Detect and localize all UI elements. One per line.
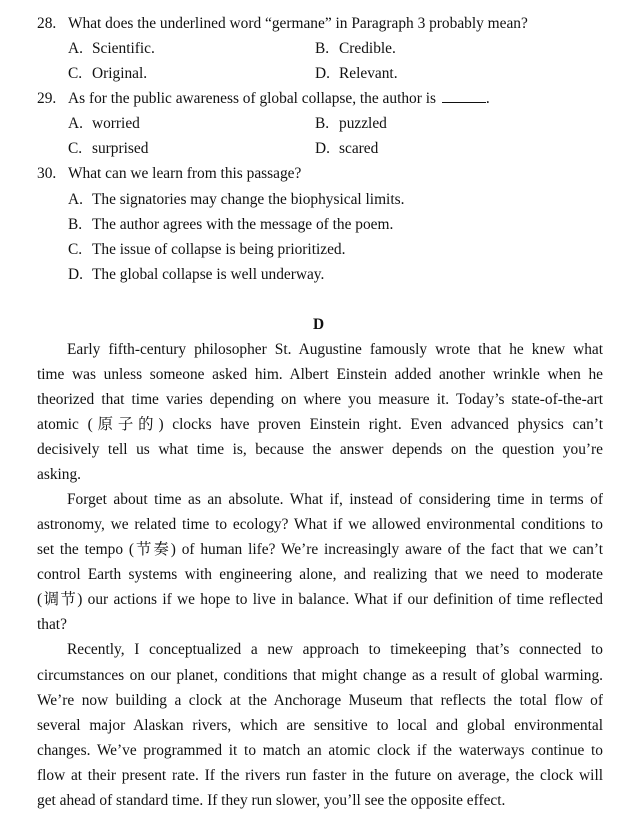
option-letter: A. (68, 191, 83, 208)
paragraph-line: Recently, I conceptualized a new approach to timekeeping that’s connected to (67, 641, 603, 658)
paragraph-line: We’re now building a clock at the Anchorage Museum that reflects the total flow of (37, 692, 603, 709)
option-text: The author agrees with the message of the poem. (92, 216, 394, 233)
option-letter: D. (315, 65, 330, 82)
paragraph-line: decisively tell us what time is, because the answer depends on the question you’re (37, 441, 603, 458)
option-text: The issue of collapse is being prioritized. (92, 241, 346, 258)
paragraph-line: (调节) our actions if we hope to live in balance. What if our definition of time reflected (37, 591, 603, 608)
option-letter: C. (68, 65, 83, 82)
question-stem: What does the underlined word “germane” in Paragraph 3 probably mean? (68, 15, 528, 32)
option-letter: B. (68, 216, 83, 233)
option-a (68, 111, 140, 136)
paragraph-line: several major Alaskan rivers, which are sensitive to local and global environmental (37, 717, 603, 734)
section-heading: D (312, 316, 325, 333)
option-letter: C. (68, 241, 83, 258)
option-c (68, 61, 147, 86)
option-d (315, 61, 398, 86)
paragraph-line: atomic (原子的) clocks have proven Einstein right. Even advanced physics can’t (37, 416, 603, 433)
option-text: The signatories may change the biophysical limits. (92, 191, 405, 208)
paragraph-line: that? (37, 616, 67, 633)
paragraph-line: get ahead of standard time. If they run slower, you’ll see the opposite effect. (37, 792, 506, 809)
option-c (68, 136, 148, 161)
option-letter: B. (315, 40, 330, 57)
option-text: Credible. (339, 40, 396, 57)
option-b (315, 111, 387, 136)
paragraph-line: changes. We’ve programmed it to match an atomic clock if the waterways continue to (37, 742, 603, 759)
option-text: The global collapse is well underway. (92, 266, 325, 283)
paragraph-line: flow at their present rate. If the rivers run faster in the future on average, the clock will (37, 767, 603, 784)
option-b (315, 36, 396, 61)
paragraph-line: astronomy, we related time to ecology? What if we allowed environmental conditions to (37, 516, 603, 533)
question-stem: As for the public awareness of global collapse, the author is (68, 90, 436, 107)
question-number: 29. (37, 90, 57, 107)
paragraph-line: Forget about time as an absolute. What if, instead of considering time in terms of (67, 491, 603, 508)
option-text: surprised (92, 140, 149, 157)
question-stem-line (68, 86, 490, 111)
option-a (68, 187, 404, 212)
option-text: Original. (92, 65, 148, 82)
option-text: Scientific. (92, 40, 155, 57)
question-stem: What can we learn from this passage? (68, 165, 302, 182)
option-text: worried (92, 115, 140, 132)
option-c (68, 237, 345, 262)
option-letter: C. (68, 140, 83, 157)
option-a (68, 36, 155, 61)
option-letter: A. (68, 40, 83, 57)
option-d (68, 262, 324, 287)
option-letter: B. (315, 115, 330, 132)
paragraph-line: theorized that time varies depending on where you measure it. Today’s state-of-the-art (37, 391, 603, 408)
answer-blank (442, 90, 486, 103)
stem-suffix: . (485, 90, 490, 107)
option-letter: A. (68, 115, 83, 132)
option-text: Relevant. (339, 65, 398, 82)
option-b (68, 212, 393, 237)
option-letter: D. (68, 266, 83, 283)
option-text: puzzled (339, 115, 387, 132)
paragraph-line: circumstances on our planet, conditions that might change as a result of global warming. (37, 667, 603, 684)
option-d (315, 136, 378, 161)
paragraph-line: Early fifth-century philosopher St. Augustine famously wrote that he knew what (67, 341, 603, 358)
paragraph-line: set the tempo (节奏) of human life? We’re increasingly aware of the fact that we can’t (37, 541, 603, 558)
option-letter: D. (315, 140, 330, 157)
option-text: scared (339, 140, 379, 157)
question-number: 28. (37, 15, 57, 32)
paragraph-line: control Earth systems with engineering alone, and realizing that we need to moderate (37, 566, 603, 583)
paragraph-line: time was unless someone asked him. Albert Einstein added another wrinkle when he (37, 366, 603, 383)
question-number: 30. (37, 165, 57, 182)
paragraph-line: asking. (37, 466, 82, 483)
